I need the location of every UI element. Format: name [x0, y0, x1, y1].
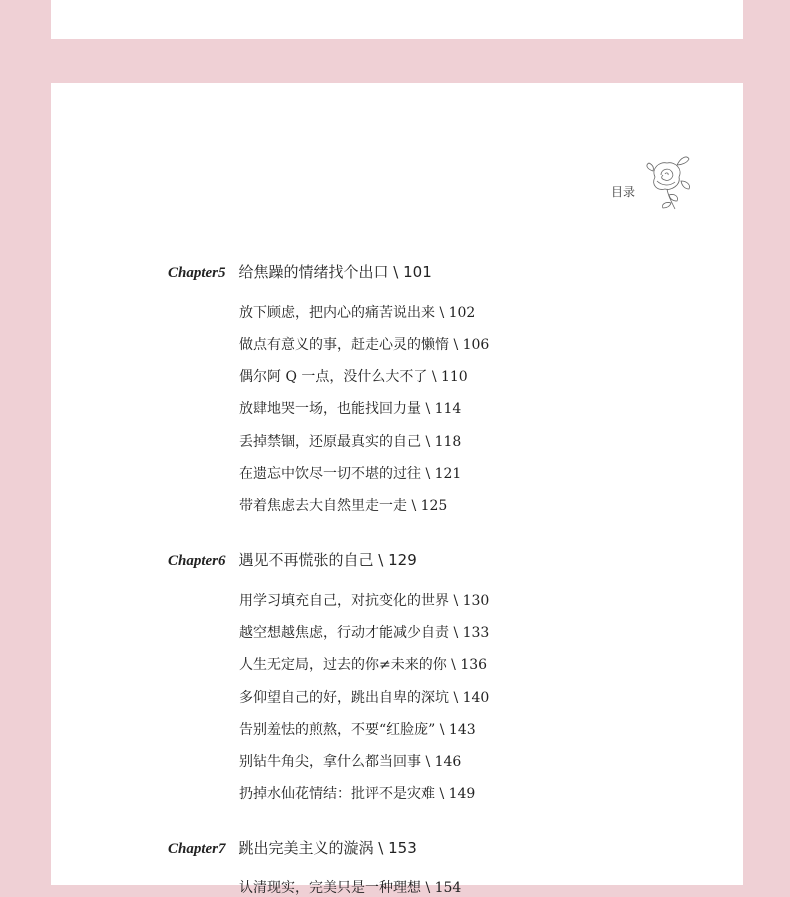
chapter-heading[interactable] [168, 261, 432, 282]
toc-entry[interactable]: 告别羞怯的煎熬，不要“红脸庞” \ 143 [239, 722, 476, 738]
chapter-heading[interactable] [168, 549, 417, 570]
toc-entry[interactable]: 偶尔阿 Q 一点，没什么大不了 \ 110 [239, 369, 468, 385]
rose-illustration-icon [641, 151, 693, 211]
toc-entry[interactable]: 多仰望自己的好，跳出自卑的深坑 \ 140 [239, 690, 490, 706]
toc-entry[interactable]: 做点有意义的事，赶走心灵的懒惰 \ 106 [239, 337, 490, 353]
toc-entry[interactable]: 用学习填充自己，对抗变化的世界 \ 130 [239, 593, 490, 609]
toc-entry[interactable]: 人生无定局，过去的你≠未来的你 \ 136 [239, 657, 488, 673]
toc-entry[interactable]: 认清现实，完美只是一种理想 \ 154 [239, 880, 462, 896]
toc-entry[interactable]: 越空想越焦虑，行动才能减少自责 \ 133 [239, 625, 490, 641]
toc-entry[interactable]: 在遗忘中饮尽一切不堪的过往 \ 121 [239, 466, 462, 482]
running-head: 目录 [611, 185, 636, 199]
toc-entry[interactable]: 放下顾虑，把内心的痛苦说出来 \ 102 [239, 305, 476, 321]
previous-page-bottom [51, 0, 743, 39]
toc-entry[interactable]: 别钻牛角尖，拿什么都当回事 \ 146 [239, 754, 462, 770]
chapter-number: Chapter6 [168, 553, 226, 569]
chapter-title: 遇见不再慌张的自己 \ 129 [238, 551, 417, 569]
toc-entry[interactable]: 带着焦虑去大自然里走一走 \ 125 [239, 498, 448, 514]
toc-entry[interactable]: 扔掉水仙花情结：批评不是灾难 \ 149 [239, 786, 476, 802]
toc-entry[interactable]: 丢掉禁锢，还原最真实的自己 \ 118 [239, 434, 462, 450]
chapter-number: Chapter5 [168, 265, 226, 281]
toc-page [51, 83, 743, 896]
chapter-title: 跳出完美主义的漩涡 \ 153 [238, 839, 417, 857]
chapter-title: 给焦躁的情绪找个出口 \ 101 [238, 263, 432, 281]
chapter-number: Chapter7 [168, 841, 226, 857]
toc-entry[interactable]: 放肆地哭一场，也能找回力量 \ 114 [239, 401, 462, 417]
chapter-heading[interactable] [168, 837, 417, 858]
